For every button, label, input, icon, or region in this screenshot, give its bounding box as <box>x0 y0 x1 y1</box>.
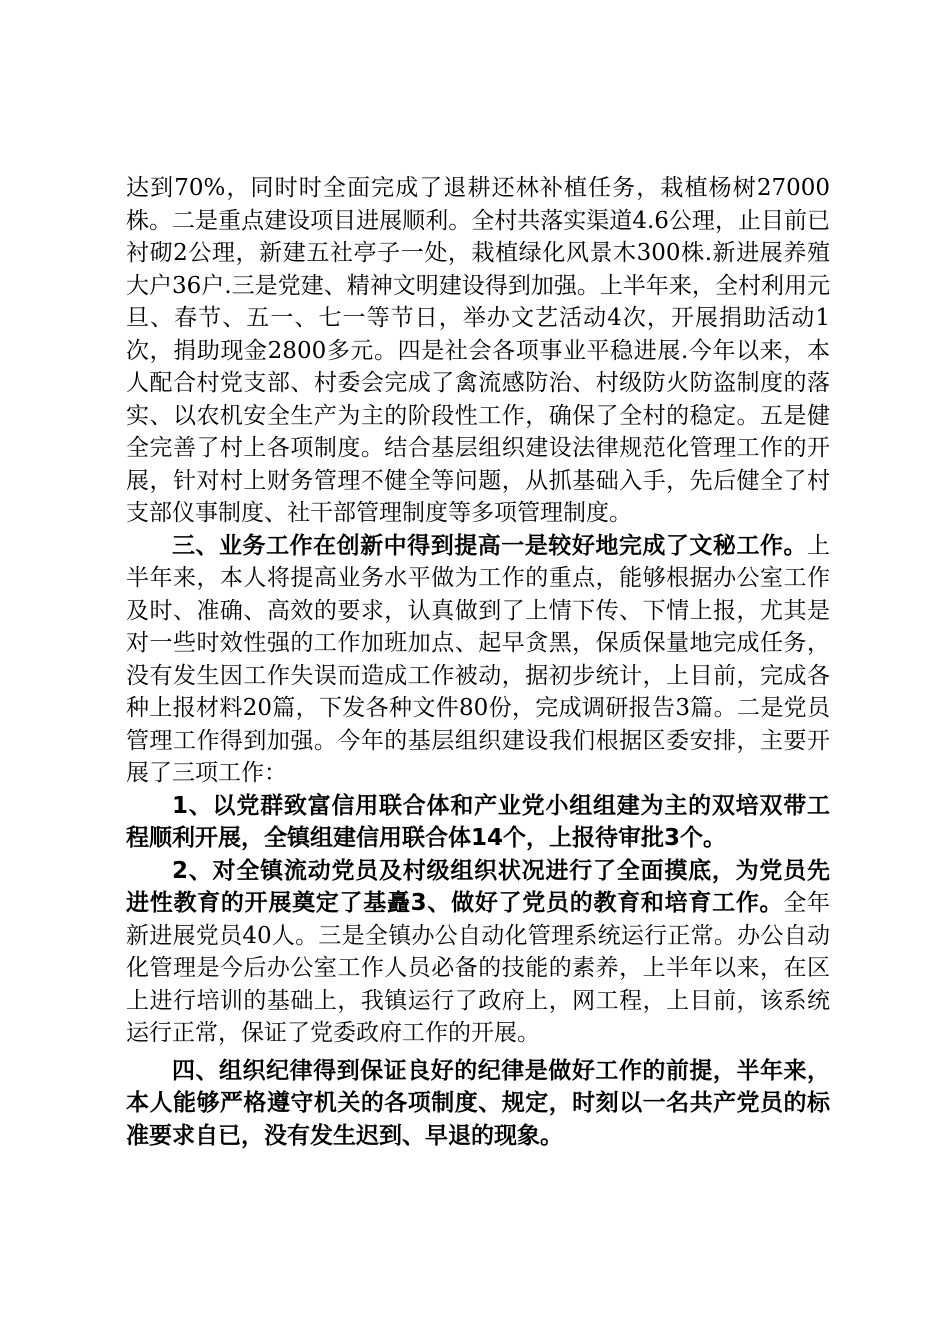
paragraph-village-work: 达到70%，同时时全面完成了退耕还林补植任务，栽植杨树27000株。二是重点建设项目进展顺利。全村共落实渠道4.6公理，止目前已衬砌2公理，新建五社亭子一处，栽植绿化风景木300株.新进展养殖大户36户.三是党建、精神文明建设得到加强。上半年来，全村利用元旦、春节、五一、七一等节日，举办文艺活动4次，开展捐助活动1次，捐助现金2800多元。四是社会各项事业平稳进展.今年以来，本人配合村党支部、村委会完成了禽流感防治、村级防火防盗制度的落实、以农机安全生产为主的阶段性工作，确保了全村的稳定。五是健全完善了村上各项制度。结合基层组织建设法律规范化管理工作的开展，针对村上财务管理不健全等问题，从抓基础入手，先后健全了村支部仪事制度、社干部管理制度等多项管理制度。 <box>126 175 830 526</box>
section-3-body: 上半年来，本人将提高业务水平做为工作的重点，能够根据办公室工作及时、准确、高效的要求，认真做到了上情下传、下情上报，尤其是对一些时效性强的工作加班加点、起早贪黑，保质保量地完成任务，没有发生因工作失误而造成工作被动，据初步统计，上目前，完成各种上报材料20篇，下发各种文件80份，完成调研报告3篇。二是党员管理工作得到加强。今年的基层组织建设我们根据区委安排，主要开展了三项工作： <box>126 532 830 786</box>
paragraph-section-4: 四、组织纪律得到保证良好的纪律是做好工作的前提，半年来，本人能够严格遵守机关的各项制度、规定，时刻以一名共产党员的标准要求自已，没有发生迟到、早退的现象。 <box>126 1057 830 1149</box>
item-2-heading: 2、对全镇流动党员及村级组织状况进行了全面摸底，为党员先进性教育的开展奠定了基矗3、做好了党员的教育和培育工作。 <box>126 857 830 916</box>
paragraph-section-3 <box>126 530 830 790</box>
item-2-body: 全年新进展党员40人。三是全镇办公自动化管理系统运行正常。办公自动化管理是今后办公室工作人员必备的技能的素养，上半年以来，在区上进行培训的基础上，我镇运行了政府上，网工程，上目前，该系统运行正常，保证了党委政府工作的开展。 <box>126 890 830 1046</box>
paragraph-item-2 <box>126 855 830 1050</box>
paragraph-item-1: 1、以党群致富信用联合体和产业党小组组建为主的双培双带工程顺利开展，全镇组建信用联合体14个，上报待审批3个。 <box>126 792 830 851</box>
document-page <box>126 172 830 1152</box>
section-3-heading: 三、业务工作在创新中得到提高一是较好地完成了文秘工作。 <box>172 532 807 559</box>
